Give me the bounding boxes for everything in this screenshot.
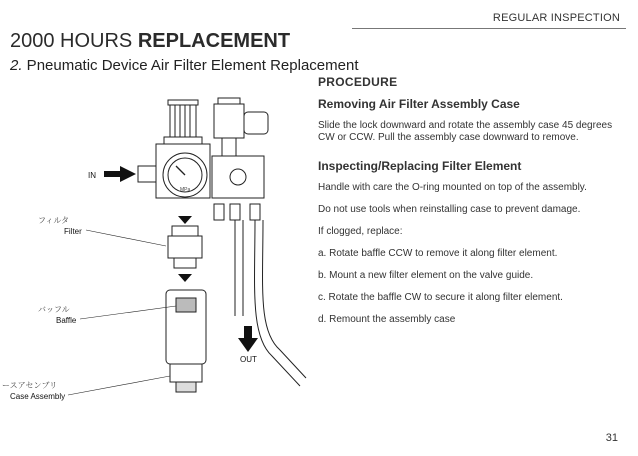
page-number: 31 <box>605 432 618 444</box>
label-case-en: Case Assembly <box>10 392 66 401</box>
procedure-heading: PROCEDURE <box>318 75 398 89</box>
label-in: IN <box>88 171 96 180</box>
manifold-block <box>212 156 264 198</box>
filter-assembly-illustration <box>0 86 320 426</box>
label-filter-jp: フィルタ <box>38 216 70 225</box>
label-case-jp: ースアセンブリ <box>2 381 58 390</box>
step-b: b. Mount a new filter element on the valve guide. <box>318 270 534 281</box>
label-baffle-jp: バッフル <box>38 305 70 314</box>
step-d: d. Remount the assembly case <box>318 314 456 325</box>
section-title-removing: Removing Air Filter Assembly Case <box>318 97 520 111</box>
down-arrow-icon <box>178 216 192 224</box>
solenoid-valve <box>214 104 244 138</box>
solenoid-cap <box>218 98 240 104</box>
removing-step: Slide the lock downward and rotate the assembly case 45 degrees CW or CCW. Pull the assembly case downward to remove. <box>318 120 613 143</box>
label-out: OUT <box>240 355 257 364</box>
outlet-arrow-icon <box>238 338 258 352</box>
knob-top <box>168 100 198 105</box>
label-filter-en: Filter <box>64 227 82 236</box>
gauge-unit: MPa <box>180 187 191 193</box>
page-title <box>10 30 290 53</box>
inlet-arrow-icon <box>120 166 136 182</box>
section-title-inspecting: Inspecting/Replacing Filter Element <box>318 159 522 173</box>
filter-diagram <box>0 86 320 426</box>
subtitle-number: 2. <box>10 57 23 74</box>
knob-collar <box>164 137 202 144</box>
procedure-panel <box>318 76 618 326</box>
title-emphasis: REPLACEMENT <box>137 30 291 52</box>
regulator-knob <box>170 105 196 137</box>
inspect-note-oring: Handle with care the O-ring mounted on top of the assembly. <box>318 182 587 193</box>
subtitle-text: Pneumatic Device Air Filter Element Replacement <box>22 57 359 74</box>
step-a: a. Rotate baffle CCW to remove it along filter element. <box>318 248 558 259</box>
label-baffle-en: Baffle <box>56 316 77 325</box>
section-label: REGULAR INSPECTION <box>492 12 620 24</box>
down-arrow-icon-2 <box>178 274 192 282</box>
step-c: c. Rotate the baffle CW to secure it along filter element. <box>318 292 563 303</box>
inspect-note-tools: Do not use tools when reinstalling case to prevent damage. <box>318 204 581 215</box>
inspect-note-clogged: If clogged, replace: <box>318 226 403 237</box>
title-prefix: 2000 HOURS <box>10 30 138 52</box>
header-divider <box>352 28 626 29</box>
page-subtitle <box>10 57 359 74</box>
